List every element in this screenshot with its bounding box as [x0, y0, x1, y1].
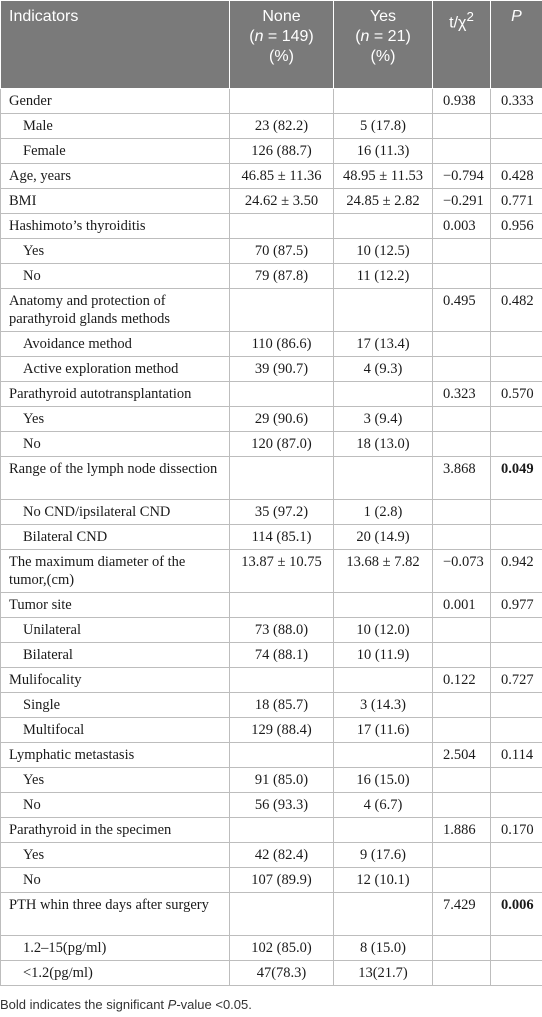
table-row	[1, 793, 542, 818]
cell-p-value	[491, 718, 542, 743]
cell-p-value: 0.771	[491, 189, 542, 214]
cell-none: 23 (82.2)	[230, 114, 334, 139]
cell-yes	[334, 743, 433, 768]
row-label: Range of the lymph node dissection	[1, 457, 230, 500]
header-yes-title: Yes	[369, 8, 397, 25]
cell-none: 24.62 ± 3.50	[230, 189, 334, 214]
cell-statistic	[433, 961, 491, 986]
cell-p-value: 0.956	[491, 214, 542, 239]
table-row	[1, 818, 542, 843]
cell-p-value	[491, 793, 542, 818]
cell-yes	[334, 89, 433, 114]
cell-statistic	[433, 693, 491, 718]
cell-yes: 13.68 ± 7.82	[334, 550, 433, 593]
cell-yes: 8 (15.0)	[334, 936, 433, 961]
cell-yes	[334, 593, 433, 618]
cell-none: 46.85 ± 11.36	[230, 164, 334, 189]
cell-none: 39 (90.7)	[230, 357, 334, 382]
table-row	[1, 239, 542, 264]
cell-statistic: 0.122	[433, 668, 491, 693]
cell-yes	[334, 382, 433, 407]
row-label: Hashimoto’s thyroiditis	[1, 214, 230, 239]
row-label: Tumor site	[1, 593, 230, 618]
cell-p-value	[491, 432, 542, 457]
header-yes-unit: (%)	[370, 48, 396, 65]
cell-p-value	[491, 139, 542, 164]
row-label: Mulifocality	[1, 668, 230, 693]
cell-yes: 10 (12.5)	[334, 239, 433, 264]
header-none-count: = 149)	[263, 28, 314, 45]
cell-none	[230, 457, 334, 500]
table-row	[1, 357, 542, 382]
table-row	[1, 643, 542, 668]
table-row	[1, 550, 542, 593]
table-row	[1, 668, 542, 693]
cell-statistic: −0.291	[433, 189, 491, 214]
cell-none: 102 (85.0)	[230, 936, 334, 961]
cell-p-value	[491, 114, 542, 139]
cell-statistic: 2.504	[433, 743, 491, 768]
row-label: Single	[1, 693, 230, 718]
cell-p-value	[491, 936, 542, 961]
cell-p-value	[491, 264, 542, 289]
table-row	[1, 593, 542, 618]
row-label: Multifocal	[1, 718, 230, 743]
cell-statistic: 0.938	[433, 89, 491, 114]
cell-none: 35 (97.2)	[230, 500, 334, 525]
cell-p-value	[491, 868, 542, 893]
cell-none: 120 (87.0)	[230, 432, 334, 457]
cell-statistic: 0.495	[433, 289, 491, 332]
cell-p-value	[491, 239, 542, 264]
header-yes-n: n	[360, 28, 370, 45]
table-row	[1, 893, 542, 936]
cell-none: 47(78.3)	[230, 961, 334, 986]
table-row	[1, 618, 542, 643]
row-label: No	[1, 264, 230, 289]
header-p	[491, 1, 542, 89]
header-none-n: n	[254, 28, 264, 45]
cell-statistic	[433, 239, 491, 264]
cell-statistic	[433, 114, 491, 139]
table-row	[1, 407, 542, 432]
cell-none: 70 (87.5)	[230, 239, 334, 264]
footnote	[0, 997, 252, 1012]
header-none	[230, 1, 334, 89]
cell-none: 56 (93.3)	[230, 793, 334, 818]
cell-statistic	[433, 643, 491, 668]
cell-none	[230, 382, 334, 407]
cell-yes: 10 (11.9)	[334, 643, 433, 668]
header-row	[1, 1, 542, 89]
cell-p-value: 0.333	[491, 89, 542, 114]
cell-none: 13.87 ± 10.75	[230, 550, 334, 593]
cell-statistic	[433, 139, 491, 164]
cell-yes: 17 (13.4)	[334, 332, 433, 357]
row-label: Male	[1, 114, 230, 139]
cell-p-value: 0.482	[491, 289, 542, 332]
cell-yes: 24.85 ± 2.82	[334, 189, 433, 214]
cell-yes: 10 (12.0)	[334, 618, 433, 643]
table-row	[1, 457, 542, 500]
cell-none	[230, 893, 334, 936]
cell-p-value	[491, 961, 542, 986]
cell-none: 91 (85.0)	[230, 768, 334, 793]
cell-yes: 16 (15.0)	[334, 768, 433, 793]
table-row	[1, 164, 542, 189]
table-row	[1, 264, 542, 289]
cell-yes	[334, 214, 433, 239]
cell-p-value: 0.170	[491, 818, 542, 843]
cell-yes	[334, 457, 433, 500]
cell-yes: 4 (9.3)	[334, 357, 433, 382]
cell-none	[230, 668, 334, 693]
cell-p-value	[491, 357, 542, 382]
table-row	[1, 693, 542, 718]
header-stat-base: t/χ	[449, 14, 467, 32]
cell-statistic	[433, 793, 491, 818]
cell-p-value: 0.049	[491, 457, 542, 500]
cell-none	[230, 214, 334, 239]
table-row	[1, 868, 542, 893]
table-row	[1, 332, 542, 357]
cell-none	[230, 593, 334, 618]
cell-yes	[334, 893, 433, 936]
cell-statistic: 1.886	[433, 818, 491, 843]
cell-p-value: 0.727	[491, 668, 542, 693]
cell-none: 73 (88.0)	[230, 618, 334, 643]
table-row	[1, 743, 542, 768]
cell-yes: 11 (12.2)	[334, 264, 433, 289]
table-row	[1, 525, 542, 550]
row-label: 1.2–15(pg/ml)	[1, 936, 230, 961]
cell-yes: 9 (17.6)	[334, 843, 433, 868]
table-row	[1, 139, 542, 164]
cell-p-value	[491, 643, 542, 668]
cell-yes: 4 (6.7)	[334, 793, 433, 818]
cell-yes: 18 (13.0)	[334, 432, 433, 457]
header-none-unit: (%)	[269, 48, 294, 65]
table-row	[1, 961, 542, 986]
table-row	[1, 89, 542, 114]
header-yes	[334, 1, 433, 89]
cell-statistic	[433, 936, 491, 961]
cell-yes: 3 (14.3)	[334, 693, 433, 718]
cell-statistic	[433, 525, 491, 550]
table-row	[1, 718, 542, 743]
cell-yes: 16 (11.3)	[334, 139, 433, 164]
footnote-post: -value <0.05.	[176, 997, 252, 1012]
table-row	[1, 189, 542, 214]
cell-statistic: −0.794	[433, 164, 491, 189]
cell-statistic	[433, 768, 491, 793]
cell-none: 129 (88.4)	[230, 718, 334, 743]
header-p-label: P	[511, 8, 522, 25]
row-label: No	[1, 793, 230, 818]
row-label: PTH whin three days after surgery	[1, 893, 230, 936]
table-row	[1, 936, 542, 961]
cell-p-value: 0.977	[491, 593, 542, 618]
cell-statistic: 0.001	[433, 593, 491, 618]
cell-p-value	[491, 525, 542, 550]
cell-p-value	[491, 618, 542, 643]
cell-p-value	[491, 500, 542, 525]
row-label: Bilateral	[1, 643, 230, 668]
cell-p-value: 0.428	[491, 164, 542, 189]
cell-none: 18 (85.7)	[230, 693, 334, 718]
cell-statistic	[433, 618, 491, 643]
table-row	[1, 382, 542, 407]
cell-none: 114 (85.1)	[230, 525, 334, 550]
cell-yes: 17 (11.6)	[334, 718, 433, 743]
cell-statistic	[433, 718, 491, 743]
cell-p-value	[491, 407, 542, 432]
header-indicators: Indicators	[1, 1, 230, 89]
cell-none	[230, 89, 334, 114]
header-stat-sup: 2	[466, 9, 474, 24]
cell-statistic	[433, 500, 491, 525]
row-label: Yes	[1, 843, 230, 868]
cell-yes	[334, 668, 433, 693]
row-label: No	[1, 432, 230, 457]
cell-p-value: 0.006	[491, 893, 542, 936]
cell-statistic	[433, 868, 491, 893]
table-row	[1, 289, 542, 332]
header-yes-open: (	[355, 28, 361, 45]
cell-none: 110 (86.6)	[230, 332, 334, 357]
table-row	[1, 843, 542, 868]
table-row	[1, 114, 542, 139]
row-label: <1.2(pg/ml)	[1, 961, 230, 986]
table-row	[1, 214, 542, 239]
table-row	[1, 768, 542, 793]
cell-none: 107 (89.9)	[230, 868, 334, 893]
header-yes-count: = 21)	[369, 28, 411, 45]
row-label: Parathyroid autotransplantation	[1, 382, 230, 407]
row-label: Yes	[1, 768, 230, 793]
row-label: Anatomy and protection of parathyroid glands methods	[1, 289, 230, 332]
cell-p-value: 0.942	[491, 550, 542, 593]
row-label: Yes	[1, 239, 230, 264]
cell-yes: 13(21.7)	[334, 961, 433, 986]
cell-statistic	[433, 332, 491, 357]
row-label: No CND/ipsilateral CND	[1, 500, 230, 525]
cell-statistic: −0.073	[433, 550, 491, 593]
cell-statistic	[433, 264, 491, 289]
row-label: Parathyroid in the specimen	[1, 818, 230, 843]
cell-yes: 5 (17.8)	[334, 114, 433, 139]
row-label: Unilateral	[1, 618, 230, 643]
row-label: Avoidance method	[1, 332, 230, 357]
cell-yes	[334, 818, 433, 843]
cell-none: 42 (82.4)	[230, 843, 334, 868]
header-none-open: (	[249, 28, 255, 45]
row-label: No	[1, 868, 230, 893]
cell-yes: 3 (9.4)	[334, 407, 433, 432]
cell-statistic	[433, 407, 491, 432]
row-label: Gender	[1, 89, 230, 114]
table-body	[1, 89, 542, 986]
row-label: BMI	[1, 189, 230, 214]
cell-statistic: 7.429	[433, 893, 491, 936]
cell-yes: 12 (10.1)	[334, 868, 433, 893]
cell-yes: 1 (2.8)	[334, 500, 433, 525]
header-statistic	[433, 1, 491, 89]
cell-none: 79 (87.8)	[230, 264, 334, 289]
cell-p-value	[491, 332, 542, 357]
cell-statistic	[433, 843, 491, 868]
cell-statistic	[433, 357, 491, 382]
footnote-pre: Bold indicates the significant	[0, 997, 168, 1012]
cell-none: 74 (88.1)	[230, 643, 334, 668]
cell-statistic	[433, 432, 491, 457]
row-label: Age, years	[1, 164, 230, 189]
row-label: Yes	[1, 407, 230, 432]
cell-p-value	[491, 768, 542, 793]
cell-yes: 20 (14.9)	[334, 525, 433, 550]
table-row	[1, 500, 542, 525]
cell-p-value: 0.570	[491, 382, 542, 407]
cell-p-value	[491, 843, 542, 868]
row-label: Lymphatic metastasis	[1, 743, 230, 768]
cell-yes: 48.95 ± 11.53	[334, 164, 433, 189]
cell-none	[230, 289, 334, 332]
cell-statistic: 0.003	[433, 214, 491, 239]
cell-statistic: 3.868	[433, 457, 491, 500]
row-label: The maximum diameter of the tumor,(cm)	[1, 550, 230, 593]
cell-none: 29 (90.6)	[230, 407, 334, 432]
cell-p-value: 0.114	[491, 743, 542, 768]
row-label: Female	[1, 139, 230, 164]
cell-p-value	[491, 693, 542, 718]
cell-yes	[334, 289, 433, 332]
row-label: Bilateral CND	[1, 525, 230, 550]
cell-none: 126 (88.7)	[230, 139, 334, 164]
cell-none	[230, 743, 334, 768]
footnote-italic: P	[167, 997, 177, 1012]
cell-none	[230, 818, 334, 843]
header-none-title: None	[262, 8, 301, 25]
cell-statistic: 0.323	[433, 382, 491, 407]
table-row	[1, 432, 542, 457]
row-label: Active exploration method	[1, 357, 230, 382]
